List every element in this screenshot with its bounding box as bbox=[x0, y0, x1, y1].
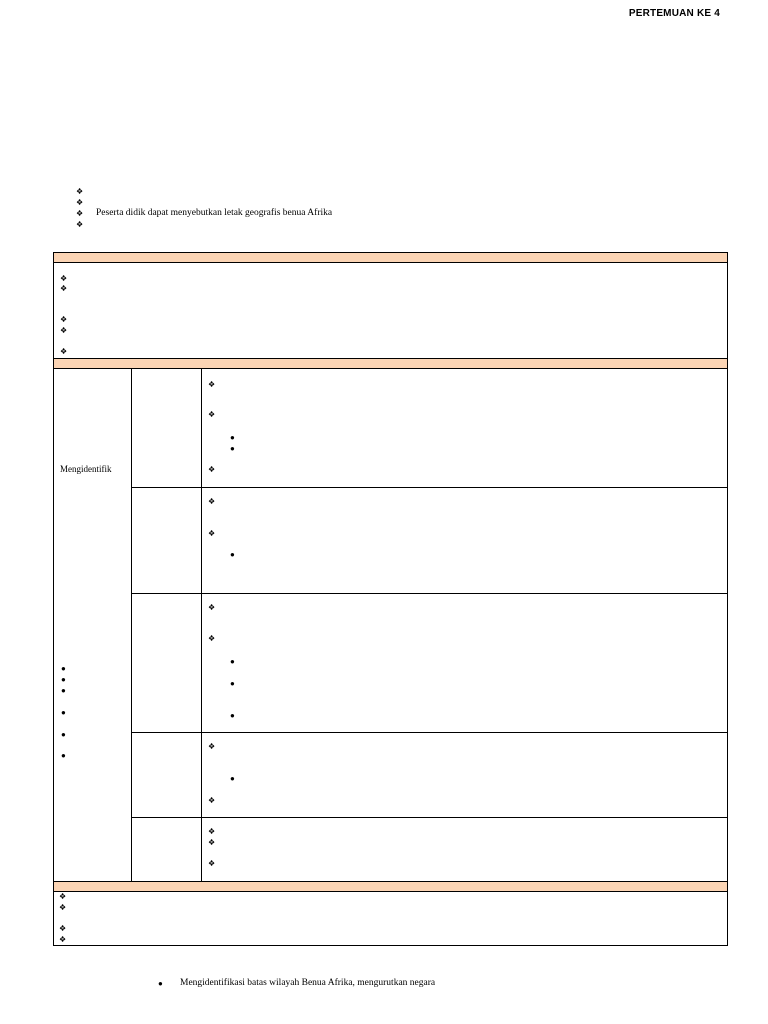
bullet-icon: ● bbox=[61, 686, 66, 695]
diamond-bullet-icon: ❖ bbox=[208, 742, 216, 751]
diamond-bullet-icon: ❖ bbox=[76, 197, 84, 207]
bullet-icon: ● bbox=[230, 433, 235, 442]
section-header-band bbox=[53, 252, 728, 263]
diamond-bullet-icon: ❖ bbox=[76, 219, 84, 229]
column-divider bbox=[201, 369, 202, 881]
objective-item bbox=[76, 219, 332, 230]
row-divider bbox=[131, 593, 728, 594]
objective-item bbox=[76, 208, 332, 219]
diamond-bullet-icon: ❖ bbox=[60, 326, 68, 335]
objective-item bbox=[76, 197, 332, 208]
bullet-icon: ● bbox=[230, 444, 235, 453]
row-divider bbox=[131, 487, 728, 488]
row-divider bbox=[131, 732, 728, 733]
bullet-icon: ● bbox=[61, 751, 66, 760]
bullet-icon: ● bbox=[230, 657, 235, 666]
bullet-icon: ● bbox=[61, 708, 66, 717]
bullet-icon: ● bbox=[230, 774, 235, 783]
bullet-icon: ● bbox=[230, 711, 235, 720]
column-divider bbox=[131, 369, 132, 881]
section-header-band bbox=[53, 881, 728, 892]
bullet-icon: ● bbox=[61, 664, 66, 673]
bullet-icon: ● bbox=[158, 978, 163, 988]
diamond-bullet-icon: ❖ bbox=[208, 634, 216, 643]
diamond-bullet-icon: ❖ bbox=[208, 796, 216, 805]
diamond-bullet-icon: ❖ bbox=[60, 274, 68, 283]
diamond-bullet-icon: ❖ bbox=[208, 603, 216, 612]
bullet-icon: ● bbox=[61, 675, 66, 684]
diamond-bullet-icon: ❖ bbox=[59, 935, 67, 944]
bullet-icon: ● bbox=[230, 679, 235, 688]
diamond-bullet-icon: ❖ bbox=[76, 186, 84, 196]
diamond-bullet-icon: ❖ bbox=[208, 859, 216, 868]
diamond-bullet-icon: ❖ bbox=[76, 208, 84, 218]
diamond-bullet-icon: ❖ bbox=[59, 892, 67, 901]
bullet-icon: ● bbox=[61, 730, 66, 739]
section-header-band bbox=[53, 358, 728, 369]
diamond-bullet-icon: ❖ bbox=[208, 827, 216, 836]
diamond-bullet-icon: ❖ bbox=[60, 347, 68, 356]
diamond-bullet-icon: ❖ bbox=[60, 315, 68, 324]
diamond-bullet-icon: ❖ bbox=[208, 465, 216, 474]
page-header: PERTEMUAN KE 4 bbox=[628, 8, 720, 19]
activity-label: Mengidentifik bbox=[60, 464, 112, 474]
diamond-bullet-icon: ❖ bbox=[208, 838, 216, 847]
diamond-bullet-icon: ❖ bbox=[208, 410, 216, 419]
footer-note-text: Mengidentifikasi batas wilayah Benua Afrika, mengurutkan negara bbox=[180, 978, 436, 988]
lesson-table bbox=[53, 252, 728, 946]
footer-note bbox=[158, 978, 435, 988]
diamond-bullet-icon: ❖ bbox=[208, 380, 216, 389]
diamond-bullet-icon: ❖ bbox=[59, 924, 67, 933]
row-divider bbox=[131, 817, 728, 818]
diamond-bullet-icon: ❖ bbox=[59, 903, 67, 912]
objective-item bbox=[76, 186, 332, 197]
objectives-list bbox=[76, 186, 332, 230]
bullet-icon: ● bbox=[230, 550, 235, 559]
diamond-bullet-icon: ❖ bbox=[208, 497, 216, 506]
objective-text: Peserta didik dapat menyebutkan letak geografis benua Afrika bbox=[96, 208, 333, 218]
diamond-bullet-icon: ❖ bbox=[60, 284, 68, 293]
diamond-bullet-icon: ❖ bbox=[208, 529, 216, 538]
